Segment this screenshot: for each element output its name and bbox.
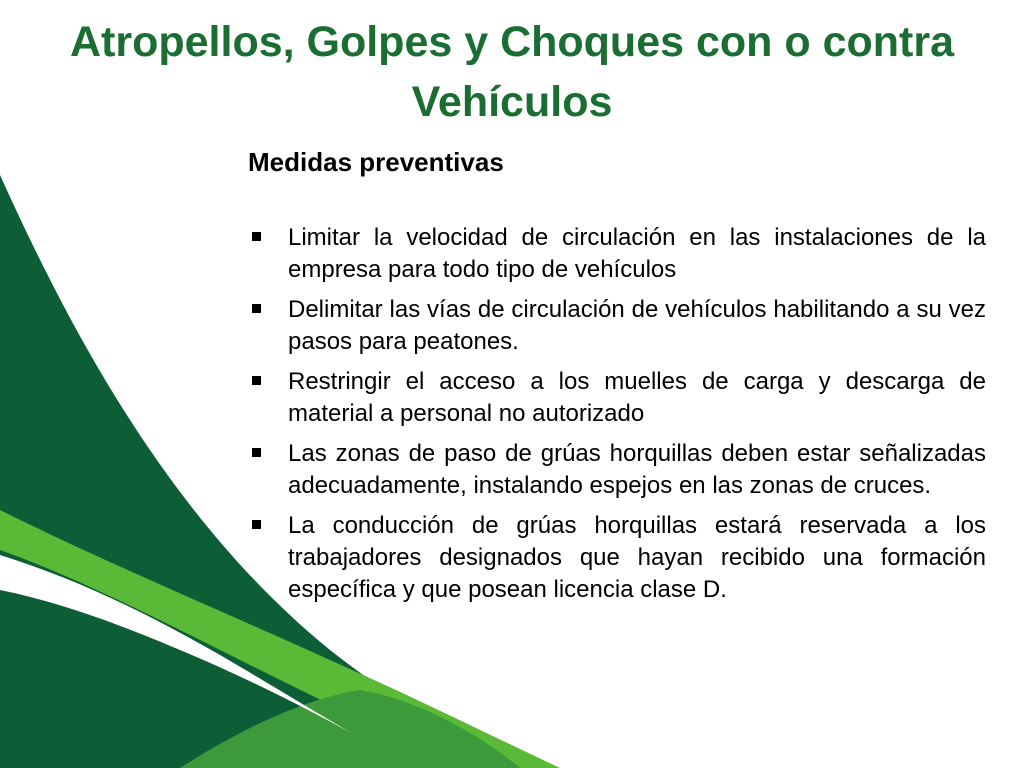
list-item [248, 294, 986, 358]
section-subtitle: Medidas preventivas [248, 147, 504, 177]
content-area [248, 142, 986, 614]
square-bullet-icon [252, 232, 261, 241]
square-bullet-icon [252, 448, 261, 457]
bullet-list [248, 222, 986, 606]
list-item [248, 222, 986, 286]
bullet-text: Delimitar las vías de circulación de vehículos habilitando a su vez pasos para peatones. [288, 296, 986, 355]
square-bullet-icon [252, 520, 261, 529]
list-item [248, 510, 986, 606]
slide-title: Atropellos, Golpes y Choques con o contra Vehículos [70, 18, 954, 126]
list-item [248, 438, 986, 502]
bullet-text: Limitar la velocidad de circulación en las instalaciones de la empresa para todo tipo de vehículos [288, 224, 986, 283]
bullet-text: Las zonas de paso de grúas horquillas deben estar señalizadas adecuadamente, instalando espejos en las zonas de cruces. [288, 440, 986, 499]
bullet-text: La conducción de grúas horquillas estará reservada a los trabajadores designados que hayan recibido una formación específica y que posean licencia clase D. [288, 512, 986, 603]
square-bullet-icon [252, 376, 261, 385]
square-bullet-icon [252, 304, 261, 313]
list-item [248, 366, 986, 430]
bullet-text: Restringir el acceso a los muelles de carga y descarga de material a personal no autorizado [288, 368, 986, 427]
